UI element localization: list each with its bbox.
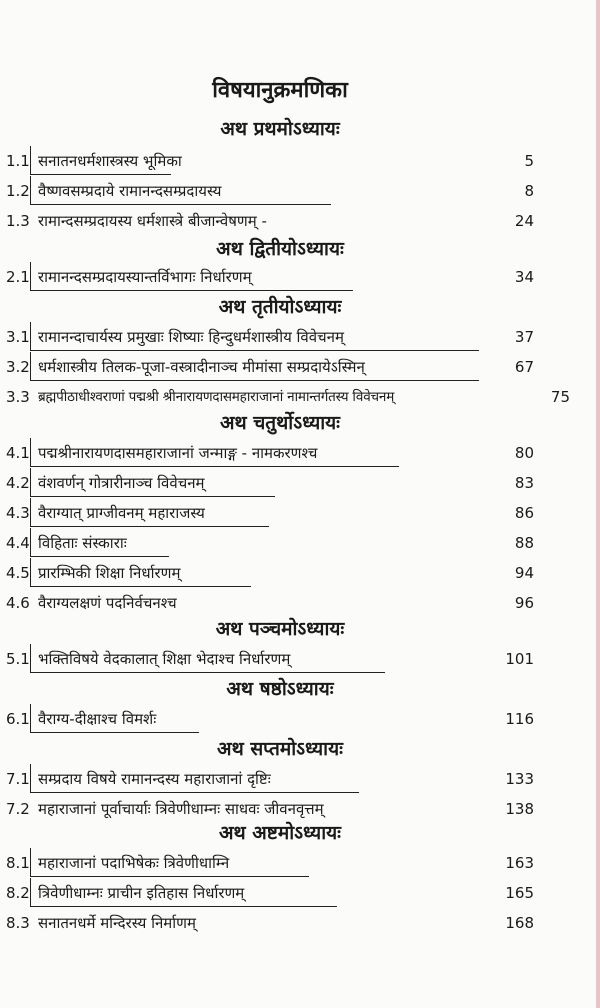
toc-entry-3-1[interactable]	[0, 322, 600, 352]
toc-entry-8-2[interactable]	[0, 878, 600, 908]
toc-entry-6-1[interactable]	[0, 704, 600, 734]
entry-number: 7.1	[6, 770, 30, 788]
entry-page: 101	[505, 650, 534, 668]
entry-page: 168	[505, 914, 534, 932]
entry-number: 4.4	[6, 534, 30, 552]
entry-title: रामानन्दसम्प्रदायस्यान्तर्विभागः निर्धारणम्	[38, 268, 252, 286]
entry-number: 5.1	[6, 650, 30, 668]
page-title: विषयानुक्रमणिका	[212, 78, 348, 103]
entry-number: 8.2	[6, 884, 30, 902]
entry-page: 96	[514, 594, 534, 612]
entry-title: महाराजानां पूर्वाचार्याः त्रिवेणीधाम्नः साधवः जीवनवृत्तम्	[38, 800, 324, 818]
entry-page: 80	[514, 444, 534, 462]
entry-title: वंशवर्णन् गोत्रारीनाञ्च विवेचनम्	[38, 474, 205, 492]
entry-page: 67	[514, 358, 534, 376]
toc-entry-1-1[interactable]	[0, 146, 600, 176]
entry-page: 86	[514, 504, 534, 522]
toc-entry-2-1[interactable]	[0, 262, 600, 292]
entry-number: 4.6	[6, 594, 30, 612]
toc-entry-5-1[interactable]	[0, 644, 600, 674]
toc-entry-8-3[interactable]	[0, 908, 600, 938]
chapter-heading-2: अथ द्वितीयोऽध्यायः	[216, 238, 344, 260]
toc-entry-7-1[interactable]	[0, 764, 600, 794]
entry-title: त्रिवेणीधाम्नः प्राचीन इतिहास निर्धारणम्	[38, 884, 245, 902]
chapter-heading-6: अथ षष्ठोऽध्यायः	[226, 678, 334, 700]
entry-title: रामानन्दाचार्यस्य प्रमुखाः शिष्याः हिन्दुधर्मशास्त्रीय विवेचनम्	[38, 328, 344, 346]
entry-page: 94	[514, 564, 534, 582]
entry-page: 133	[505, 770, 534, 788]
entry-page: 34	[514, 268, 534, 286]
entry-number: 3.1	[6, 328, 30, 346]
entry-page: 116	[505, 710, 534, 728]
chapter-heading-5: अथ पञ्चमोऽध्यायः	[215, 618, 345, 640]
entry-title: धर्मशास्त्रीय तिलक-पूजा-वस्त्रादीनाञ्च मीमांसा सम्प्रदायेऽस्मिन्	[38, 358, 365, 376]
entry-page: 83	[514, 474, 534, 492]
entry-number: 2.1	[6, 268, 30, 286]
toc-entry-1-3[interactable]	[0, 206, 600, 236]
chapter-heading-4: अथ चतुर्थोऽध्यायः	[219, 412, 341, 434]
toc-entry-8-1[interactable]	[0, 848, 600, 878]
entry-page: 5	[524, 152, 534, 170]
entry-page: 8	[524, 182, 534, 200]
entry-page: 88	[514, 534, 534, 552]
entry-title: वैष्णवसम्प्रदाये रामानन्दसम्प्रदायस्य	[38, 182, 222, 200]
entry-title: रामान्दसम्प्रदायस्य धर्मशास्त्रे बीजान्वेषणम् -	[38, 212, 267, 230]
entry-number: 1.1	[6, 152, 30, 170]
entry-title: सम्प्रदाय विषये रामानन्दस्य महाराजानां दृष्टिः	[38, 770, 271, 788]
entry-title: वैराग्यात् प्राग्जीवनम् महाराजस्य	[38, 504, 205, 522]
toc-entry-4-6[interactable]	[0, 588, 600, 618]
entry-title: प्रारम्भिकी शिक्षा निर्धारणम्	[38, 564, 181, 582]
toc-entry-3-3[interactable]	[0, 382, 600, 412]
entry-title: पद्मश्रीनारायणदासमहाराजानां जन्माङ्ग - नामकरणश्च	[38, 444, 318, 462]
entry-title: विहिताः संस्काराः	[38, 534, 127, 552]
entry-title: वैराग्य-दीक्षाश्च विमर्शः	[38, 710, 157, 728]
toc-entry-4-1[interactable]	[0, 438, 600, 468]
entry-number: 1.3	[6, 212, 30, 230]
toc-entry-3-2[interactable]	[0, 352, 600, 382]
toc-entry-4-5[interactable]	[0, 558, 600, 588]
entry-title: सनातनधर्मशास्त्रस्य भूमिका	[38, 152, 182, 170]
entry-page: 165	[505, 884, 534, 902]
entry-page: 24	[514, 212, 534, 230]
toc-entry-4-2[interactable]	[0, 468, 600, 498]
entry-number: 1.2	[6, 182, 30, 200]
entry-number: 4.3	[6, 504, 30, 522]
entry-page: 37	[514, 328, 534, 346]
entry-number: 4.2	[6, 474, 30, 492]
entry-number: 6.1	[6, 710, 30, 728]
entry-page: 75	[550, 388, 570, 406]
toc-entry-4-3[interactable]	[0, 498, 600, 528]
entry-number: 3.3	[6, 388, 30, 406]
chapter-heading-1: अथ प्रथमोऽध्यायः	[220, 118, 340, 140]
entry-title: भक्तिविषये वेदकालात् शिक्षा भेदाश्च निर्धारणम्	[38, 650, 291, 668]
entry-page: 163	[505, 854, 534, 872]
entry-number: 3.2	[6, 358, 30, 376]
entry-number: 7.2	[6, 800, 30, 818]
chapter-heading-7: अथ सप्तमोऽध्यायः	[217, 738, 343, 760]
chapter-heading-3: अथ तृतीयोऽध्यायः	[218, 296, 342, 318]
entry-title: ब्रह्मपीठाधीश्वराणां पद्मश्री श्रीनारायणदासमहाराजानां नामान्तर्गतस्य विवेचनम्	[38, 389, 395, 405]
entry-number: 4.1	[6, 444, 30, 462]
toc-entry-1-2[interactable]	[0, 176, 600, 206]
entry-page: 138	[505, 800, 534, 818]
entry-title: वैराग्यलक्षणं पदनिर्वचनश्च	[38, 594, 177, 612]
entry-title: महाराजानां पदाभिषेकः त्रिवेणीधाम्नि	[38, 854, 230, 872]
entry-number: 8.3	[6, 914, 30, 932]
entry-title: सनातनधर्मे मन्दिरस्य निर्माणम्	[38, 914, 196, 932]
entry-number: 8.1	[6, 854, 30, 872]
chapter-heading-8: अथ अष्टमोऽध्यायः	[219, 822, 341, 844]
entry-number: 4.5	[6, 564, 30, 582]
toc-entry-4-4[interactable]	[0, 528, 600, 558]
